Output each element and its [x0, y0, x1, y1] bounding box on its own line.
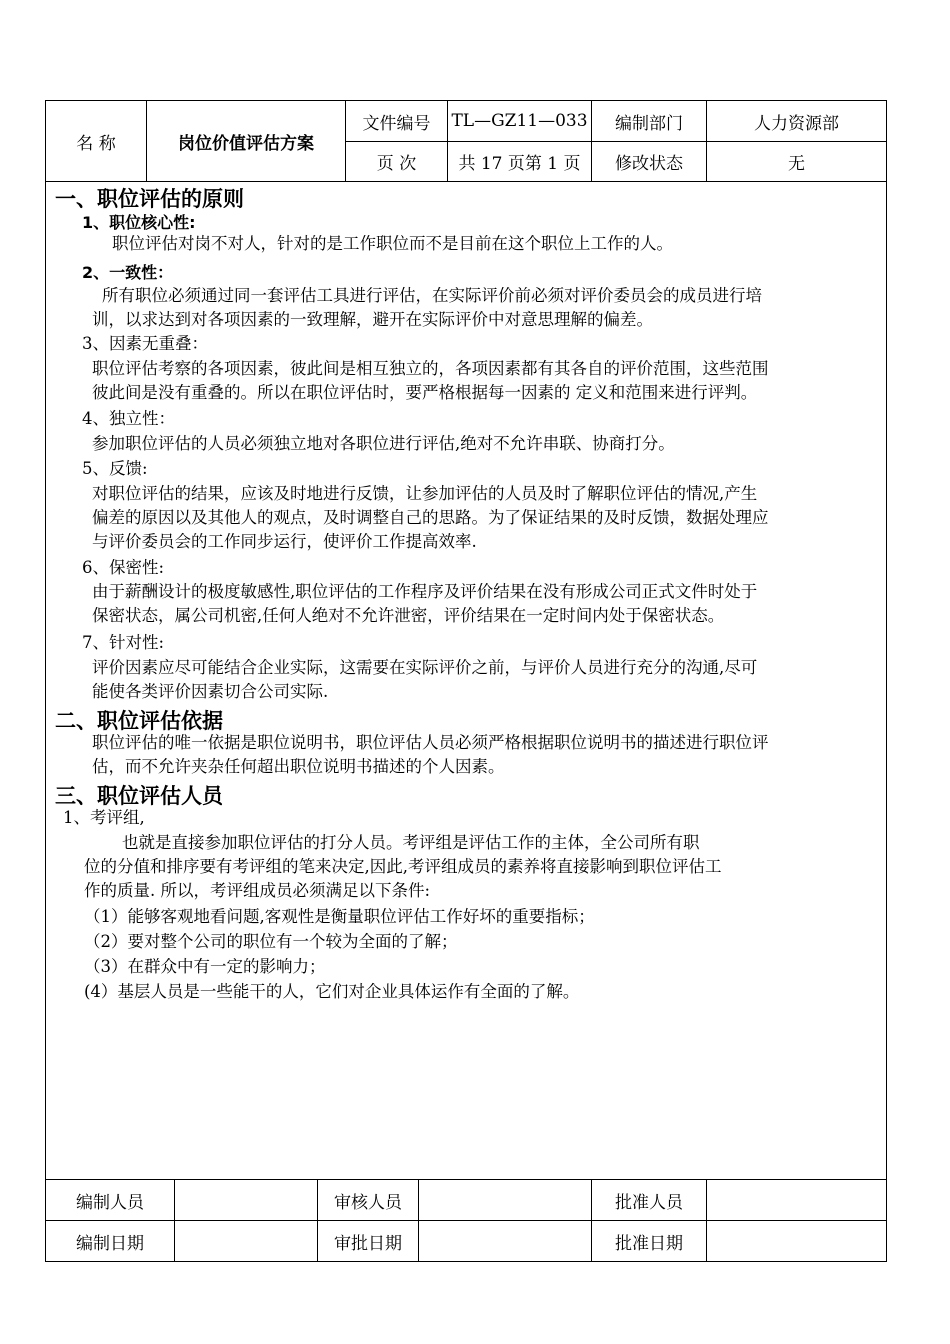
- condition-item: (4）基层人员是一些能干的人，它们对企业具体运作有全面的了解。: [84, 982, 580, 1001]
- principle-3-heading: 3、因素无重叠：: [82, 334, 208, 353]
- principle-2-heading: 2、一致性：: [82, 263, 174, 282]
- page-label: 页 次: [376, 154, 417, 174]
- principle-7-text: 评价因素应尽可能结合企业实际，这需要在实际评价之前，与评价人员进行充分的沟通,尽可: [92, 658, 758, 677]
- principle-6-text: 由于薪酬设计的极度敏感性,职位评估的工作程序及评价结果在没有形成公司正式文件时处于: [92, 582, 758, 601]
- evaluator-text: 位的分值和排序要有考评组的笔来决定,因此,考评组成员的素养将直接影响到职位评估工: [84, 857, 722, 876]
- principle-7-text: 能使各类评价因素切合公司实际.: [92, 682, 329, 701]
- evaluator-text: 作的质量. 所以，考评组成员必须满足以下条件:: [84, 881, 431, 900]
- evaluator-text: 也就是直接参加职位评估的打分人员。考评组是评估工作的主体，全公司所有职: [122, 833, 700, 852]
- page-value: 共 17 页第 1 页: [458, 154, 581, 174]
- principle-5-text: 对职位评估的结果，应该及时地进行反馈，让参加评估的人员及时了解职位评估的情况,产生: [92, 484, 758, 503]
- approve-date-field[interactable]: [707, 1221, 886, 1261]
- status-label: 修改状态: [615, 154, 683, 174]
- principle-5-text: 偏差的原因以及其他人的观点，及时调整自己的思路。为了保证结果的及时反馈，数据处理应: [92, 508, 769, 527]
- condition-item: （2）要对整个公司的职位有一个较为全面的了解；: [84, 932, 458, 951]
- principle-4-text: 参加职位评估的人员必须独立地对各职位进行评估,绝对不允许串联、协商打分。: [92, 434, 675, 453]
- dept-value: 人力资源部: [754, 113, 839, 134]
- principle-6-heading: 6、保密性:: [82, 558, 165, 577]
- prepared-date-label: 编制日期: [76, 1233, 144, 1254]
- principle-7-heading: 7、针对性:: [82, 633, 165, 652]
- name-label: 名 称: [76, 133, 116, 154]
- principle-2-text: 所有职位必须通过同一套评估工具进行评估，在实际评价前必须对评价委员会的成员进行培: [102, 286, 762, 305]
- section-3-title: 三、职位评估人员: [55, 784, 223, 808]
- approve-date-label: 批准日期: [615, 1233, 683, 1254]
- principle-1-heading: 1、职位核心性:: [82, 213, 196, 232]
- principle-2-text: 训，以求达到对各项因素的一致理解，避开在实际评价中对意思理解的偏差。: [92, 310, 653, 329]
- prepared-by-label: 编制人员: [76, 1192, 144, 1213]
- approver-label: 批准人员: [615, 1192, 683, 1213]
- condition-item: （3）在群众中有一定的影响力；: [84, 957, 326, 976]
- section-1-title: 一、职位评估的原则: [55, 187, 244, 211]
- doc-no-label: 文件编号: [362, 113, 431, 134]
- principle-6-text: 保密状态，属公司机密,任何人绝对不允许泄密，评价结果在一定时间内处于保密状态。: [92, 606, 725, 625]
- doc-no-value: TL—GZ11—033: [451, 111, 588, 131]
- section-2-text: 估，而不允许夹杂任何超出职位说明书描述的个人因素。: [92, 757, 505, 776]
- prepared-by-field[interactable]: [175, 1180, 317, 1220]
- principle-3-text: 职位评估考察的各项因素，彼此间是相互独立的，各项因素都有其各自的评价范围，这些范围: [92, 359, 769, 378]
- status-value: 无: [788, 154, 805, 174]
- condition-item: （1）能够客观地看问题,客观性是衡量职位评估工作好坏的重要指标；: [84, 907, 595, 926]
- principle-1-text: 职位评估对岗不对人，针对的是工作职位而不是目前在这个职位上工作的人。: [112, 234, 673, 253]
- section-2-text: 职位评估的唯一依据是职位说明书，职位评估人员必须严格根据职位说明书的描述进行职位评: [92, 733, 769, 752]
- review-date-field[interactable]: [419, 1221, 591, 1261]
- reviewer-field[interactable]: [419, 1180, 591, 1220]
- principle-4-heading: 4、独立性：: [82, 409, 175, 428]
- prepared-date-field[interactable]: [175, 1221, 317, 1261]
- principle-5-heading: 5、反馈:: [82, 459, 148, 478]
- principle-5-text: 与评价委员会的工作同步运行，使评价工作提高效率.: [92, 532, 477, 551]
- document-title: 岗位价值评估方案: [178, 133, 314, 154]
- dept-label: 编制部门: [615, 113, 683, 134]
- section-2-title: 二、职位评估依据: [55, 709, 223, 733]
- approver-field[interactable]: [707, 1180, 886, 1220]
- header-bottom-line: [45, 181, 887, 182]
- principle-3-text: 彼此间是没有重叠的。所以在职位评估时，要严格根据每一因素的 定义和范围来进行评判。: [92, 383, 758, 402]
- reviewer-label: 审核人员: [334, 1192, 402, 1213]
- review-date-label: 审批日期: [334, 1233, 402, 1254]
- evaluator-heading: 1、考评组,: [63, 808, 145, 827]
